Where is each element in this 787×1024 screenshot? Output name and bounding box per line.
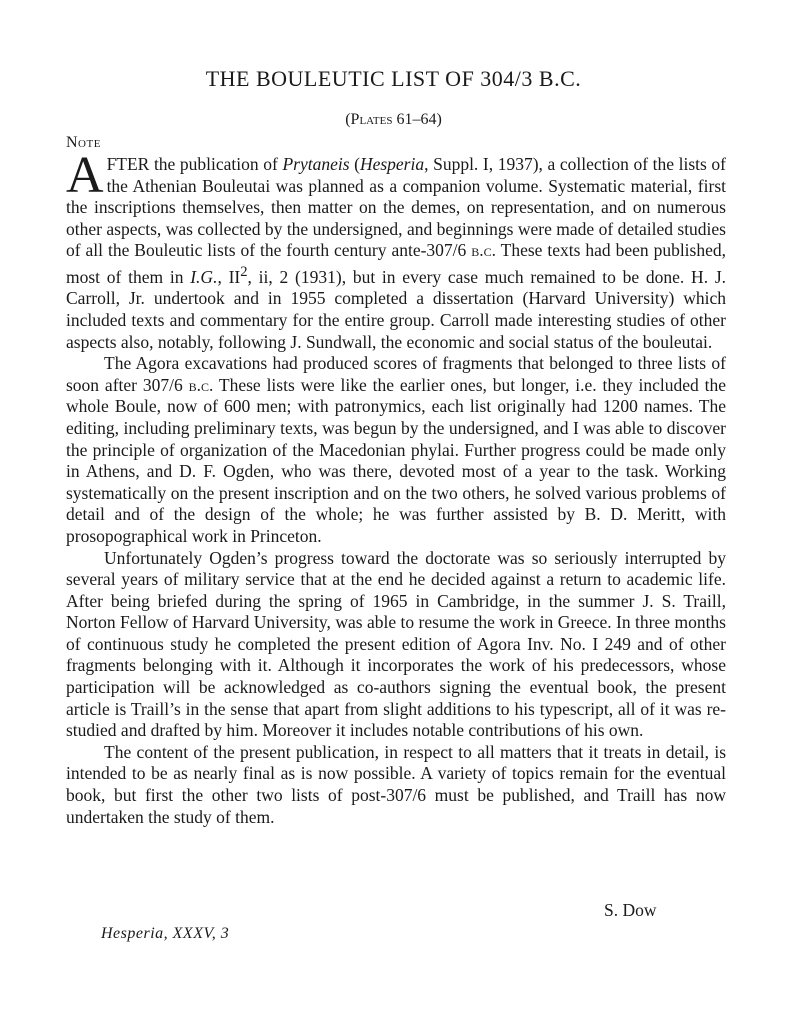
- drop-cap: A: [66, 147, 104, 204]
- p1-text-1: FTER the publication of: [106, 154, 283, 174]
- p1-superscript: 2: [240, 263, 248, 280]
- p1-text-5: , II: [217, 266, 241, 287]
- plates-text: (Plates 61–64): [345, 111, 442, 128]
- author-signature: S. Dow: [604, 900, 657, 920]
- p1-italic-prytaneis: Prytaneis: [282, 154, 350, 174]
- p2-text-1: The Agora excavations had produced scores of fragments that belonged to three lists of soon after 307/6: [66, 353, 726, 395]
- note-heading: Note: [66, 134, 101, 151]
- p1-text-3: , Suppl. I, 1937), a collection of the lists of the Athenian Bouleutai was planned as a companion volume. Systematic material, first the inscriptions themselves, then matter on the demes, on representation, and on numerous other aspects, was collected by the undersigned, and beginnings were made of detailed studies of all the Bouleutic lists of the fourth century ante-307/6: [66, 154, 727, 261]
- paragraph-2: [66, 353, 726, 547]
- p1-italic-hesperia: Hesperia: [359, 154, 425, 174]
- p1-text-6: , ii, 2 (1931), but in every case much remained to be done. H. J. Carroll, Jr. undertook and in 1955 completed a dissertation (Harvard University) which included texts and commentary for the entire group. Carroll made interesting studies of other aspects also, notably, following J. Sundwall, the economic and social status of the bouleutai.: [66, 266, 727, 352]
- journal-footer: Hesperia, XXXV, 3: [101, 925, 230, 942]
- plates-reference: [0, 111, 787, 129]
- p1-italic-ig: I.G.: [190, 266, 218, 287]
- paragraph-4: The content of the present publication, in respect to all matters that it treats in detail, is intended to be as nearly final as is now possible. A variety of topics remain for the eventual book, but first the other two lists of post-307/6 must be published, and Traill has now undertaken the study of them.: [66, 741, 726, 827]
- p2-smallcaps-bc: b.c.: [188, 374, 214, 395]
- paragraph-1: [66, 147, 727, 353]
- paragraph-3: Unfortunately Ogden’s progress toward the doctorate was so seriously interrupted by several years of military service that at the end he decided against a return to academic life. After being briefed during the spring of 1965 in Cambridge, in the summer J. S. Traill, Norton Fellow of Harvard University, was able to resume the work in Greece. In three months of continuous study he completed the present edition of Agora Inv. No. I 249 and of other fragments belonging with it. Although it incorporates the work of his predecessors, whose participation will be acknowledged as co-authors signing the eventual book, the present article is Traill’s in the sense that apart from slight additions to his typescript, all of it was re-studied and drafted by him. Moreover it includes notable contributions of his own.: [66, 547, 726, 741]
- p1-smallcaps-bc: b.c.: [471, 240, 496, 261]
- article-title: THE BOULEUTIC LIST OF 304/3 B.C.: [205, 66, 582, 91]
- p2-text-2: These lists were like the earlier ones, but longer, i.e. they included the whole Boule, now of 600 men; with patronymics, each list originally had 1200 names. The editing, including preliminary texts, was begun by the undersigned, and I was able to discover the principle of organization of the Macedonian phylai. Further progress could be made only in Athens, and D. F. Ogden, who was there, devoted most of a year to the task. Working systematically on the present inscription and on the two others, he solved various problems of detail and of the design of the whole; he was further assisted by B. D. Meritt, with prosopographical work in Princeton.: [66, 374, 726, 546]
- p1-text-4: These texts had been published, most of them in: [66, 240, 726, 287]
- article-body: [66, 147, 727, 828]
- p1-text-2: (: [349, 154, 360, 174]
